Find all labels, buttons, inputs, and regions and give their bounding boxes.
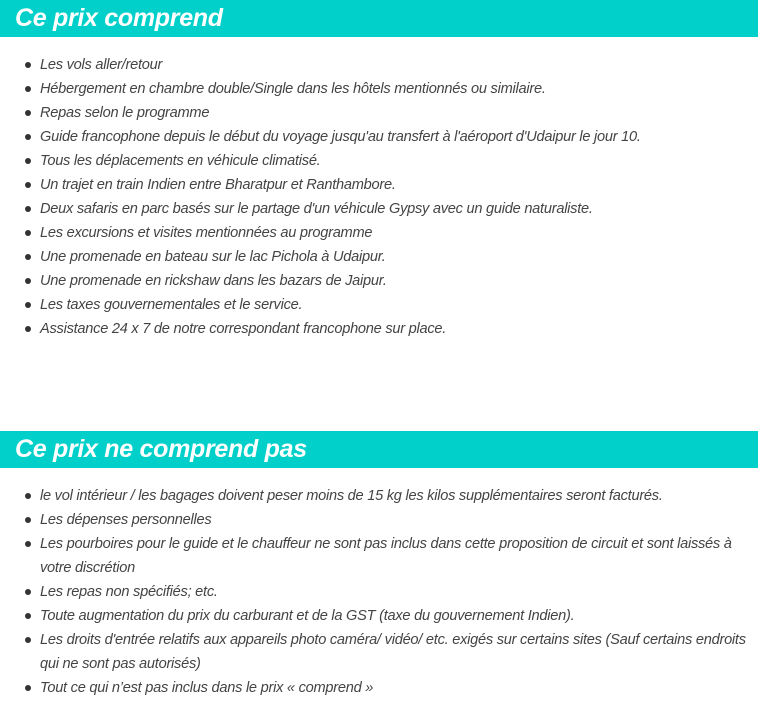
list-item: [0, 676, 758, 700]
list-item-text: Tout ce qui n’est pas inclus dans le prix « comprend »: [40, 680, 374, 696]
included-section-title: Ce prix comprend: [0, 0, 758, 37]
list-item-text: Assistance 24 x 7 de notre correspondant francophone sur place.: [40, 321, 447, 337]
list-item: [0, 628, 758, 676]
list-item-text: Deux safaris en parc basés sur le partage d'un véhicule Gypsy avec un guide naturaliste.: [40, 201, 593, 217]
list-item-text: Un trajet en train Indien entre Bharatpur et Ranthambore.: [40, 177, 396, 193]
bullet-icon: [25, 685, 31, 691]
bullet-icon: [25, 206, 31, 212]
bullet-icon: [25, 86, 31, 92]
bullet-icon: [25, 62, 31, 68]
list-item: [0, 197, 758, 221]
bullet-icon: [25, 158, 31, 164]
bullet-icon: [25, 613, 31, 619]
list-item: [0, 173, 758, 197]
list-item-text: le vol intérieur / les bagages doivent peser moins de 15 kg les kilos supplémentaires seront facturés.: [40, 488, 663, 504]
bullet-icon: [25, 134, 31, 140]
excluded-section-title: Ce prix ne comprend pas: [0, 431, 758, 468]
list-item-text: Les vols aller/retour: [40, 57, 163, 73]
list-item: [0, 508, 758, 532]
included-list: [0, 53, 758, 341]
list-item: [0, 101, 758, 125]
list-item: [0, 580, 758, 604]
bullet-icon: [25, 230, 31, 236]
list-item-text: Une promenade en rickshaw dans les bazars de Jaipur.: [40, 273, 387, 289]
bullet-icon: [25, 517, 31, 523]
list-item-text: Les excursions et visites mentionnées au programme: [40, 225, 373, 241]
list-item: [0, 77, 758, 101]
bullet-icon: [25, 254, 31, 260]
list-item: [0, 484, 758, 508]
list-item: [0, 125, 758, 149]
bullet-icon: [25, 302, 31, 308]
excluded-list: [0, 484, 758, 700]
list-item-text: Une promenade en bateau sur le lac Pichola à Udaipur.: [40, 249, 386, 265]
bullet-icon: [25, 637, 31, 643]
bullet-icon: [25, 589, 31, 595]
list-item: [0, 604, 758, 628]
bullet-icon: [25, 493, 31, 499]
bullet-icon: [25, 278, 31, 284]
list-item-text: Hébergement en chambre double/Single dans les hôtels mentionnés ou similaire.: [40, 81, 546, 97]
list-item: [0, 53, 758, 77]
list-item-text: Repas selon le programme: [40, 105, 210, 121]
list-item: [0, 149, 758, 173]
list-item: [0, 532, 758, 580]
list-item: [0, 221, 758, 245]
bullet-icon: [25, 182, 31, 188]
list-item-text: Tous les déplacements en véhicule climatisé.: [40, 153, 321, 169]
bullet-icon: [25, 326, 31, 332]
list-item-text: Les dépenses personnelles: [40, 512, 212, 528]
list-item-text: Guide francophone depuis le début du voyage jusqu'au transfert à l'aéroport d'Udaipur le jour 10.: [40, 129, 641, 145]
list-item-text: Toute augmentation du prix du carburant et de la GST (taxe du gouvernement Indien).: [40, 608, 575, 624]
list-item-text: Les droits d'entrée relatifs aux appareils photo caméra/ vidéo/ etc. exigés sur certains sites (Sauf certains endroits qui ne sont pas autorisés): [40, 632, 746, 672]
bullet-icon: [25, 110, 31, 116]
list-item-text: Les repas non spécifiés; etc.: [40, 584, 218, 600]
list-item-text: Les taxes gouvernementales et le service.: [40, 297, 303, 313]
list-item: [0, 245, 758, 269]
list-item: [0, 269, 758, 293]
bullet-icon: [25, 541, 31, 547]
list-item: [0, 317, 758, 341]
list-item: [0, 293, 758, 317]
list-item-text: Les pourboires pour le guide et le chauffeur ne sont pas inclus dans cette proposition de circuit et sont laissés à votre discrétion: [40, 536, 732, 576]
